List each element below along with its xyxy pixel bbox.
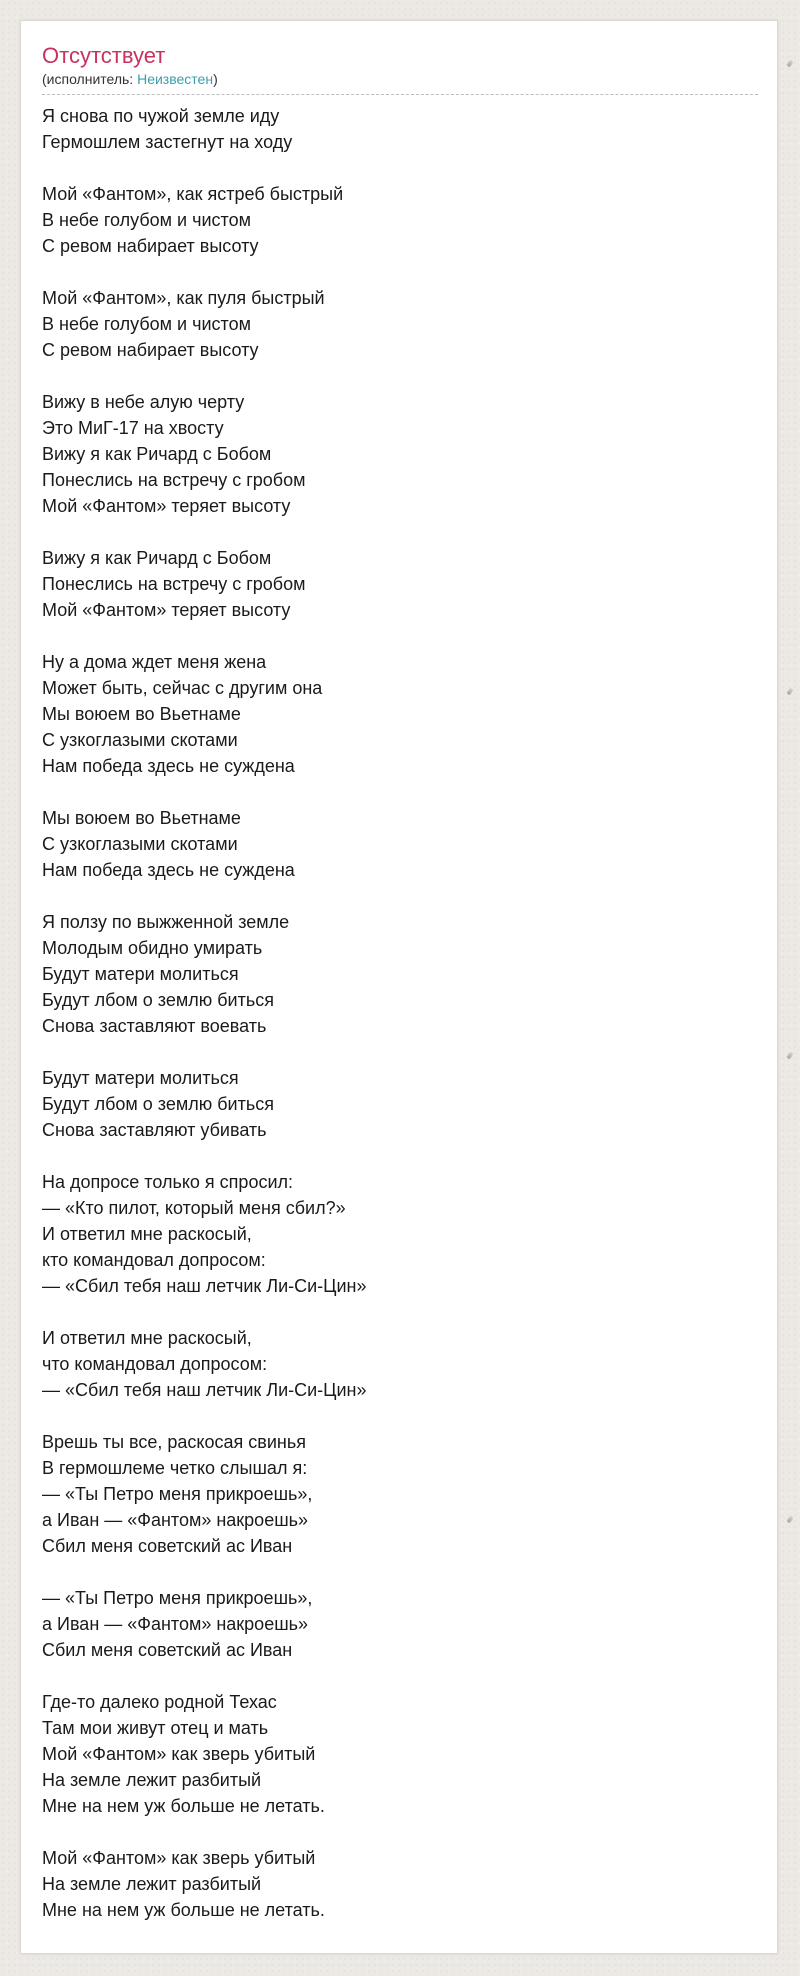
lyric-line: Мой «Фантом» как зверь убитый <box>42 1848 316 1868</box>
lyric-line: Вижу я как Ричард с Бобом <box>42 444 272 464</box>
lyric-line: Вижу в небе алую черту <box>42 392 245 412</box>
pushpin-icon <box>786 1051 793 1059</box>
lyric-line: Мне на нем уж больше не летать. <box>42 1796 325 1816</box>
lyric-line: Может быть, сейчас с другим она <box>42 678 323 698</box>
lyric-line: В гермошлеме четко слышал я: <box>42 1458 308 1478</box>
song-title: Отсутствует <box>42 43 166 68</box>
lyric-line: Врешь ты все, раскосая свинья <box>42 1432 306 1452</box>
lyric-line: С узкоглазыми скотами <box>42 834 238 854</box>
lyrics-stanza <box>42 389 758 519</box>
lyrics-stanza <box>42 649 758 779</box>
lyric-line: Мы воюем во Вьетнаме <box>42 704 241 724</box>
lyric-line: Это МиГ-17 на хвосту <box>42 418 224 438</box>
lyric-line: Мы воюем во Вьетнаме <box>42 808 241 828</box>
performer-link[interactable]: Неизвестен <box>137 71 214 87</box>
performer-line <box>42 70 758 88</box>
lyric-line: Снова заставляют убивать <box>42 1120 267 1140</box>
lyrics-body <box>42 103 758 1949</box>
lyric-line: а Иван — «Фантом» накроешь» <box>42 1510 309 1530</box>
song-header <box>42 43 758 95</box>
lyric-line: С ревом набирает высоту <box>42 236 259 256</box>
lyric-line: С узкоглазыми скотами <box>42 730 238 750</box>
lyrics-stanza <box>42 1169 758 1299</box>
lyric-line: Молодым обидно умирать <box>42 938 263 958</box>
lyric-line: — «Сбил тебя наш летчик Ли-Си-Цин» <box>42 1276 367 1296</box>
lyric-line: Сбил меня советский ас Иван <box>42 1536 293 1556</box>
pushpin-icon <box>786 687 793 695</box>
lyric-line: И ответил мне раскосый, <box>42 1224 252 1244</box>
lyric-line: — «Ты Петро меня прикроешь», <box>42 1484 313 1504</box>
pushpin-icon <box>786 59 793 67</box>
lyric-line: С ревом набирает высоту <box>42 340 259 360</box>
lyric-line: Гермошлем застегнут на ходу <box>42 132 293 152</box>
lyric-line: Мой «Фантом» как зверь убитый <box>42 1744 316 1764</box>
lyric-line: Понеслись на встречу с гробом <box>42 470 306 490</box>
lyric-line: — «Кто пилот, который меня сбил?» <box>42 1198 346 1218</box>
performer-suffix: ) <box>213 71 218 87</box>
lyrics-stanza <box>42 1585 758 1663</box>
lyric-line: Мой «Фантом», как ястреб быстрый <box>42 184 344 204</box>
lyric-line: На допросе только я спросил: <box>42 1172 294 1192</box>
lyric-line: Ну а дома ждет меня жена <box>42 652 267 672</box>
lyric-line: кто командовал допросом: <box>42 1250 266 1270</box>
lyrics-stanza <box>42 1429 758 1559</box>
lyric-line: Там мои живут отец и мать <box>42 1718 269 1738</box>
lyric-line: Я снова по чужой земле иду <box>42 106 280 126</box>
lyric-line: На земле лежит разбитый <box>42 1770 262 1790</box>
lyric-line: а Иван — «Фантом» накроешь» <box>42 1614 309 1634</box>
lyrics-stanza <box>42 1325 758 1403</box>
lyric-line: Сбил меня советский ас Иван <box>42 1640 293 1660</box>
lyrics-stanza <box>42 1845 758 1923</box>
lyric-line: Нам победа здесь не суждена <box>42 860 295 880</box>
lyric-line: Мне на нем уж больше не летать. <box>42 1900 325 1920</box>
lyrics-stanza <box>42 909 758 1039</box>
lyric-line: На земле лежит разбитый <box>42 1874 262 1894</box>
performer-prefix: (исполнитель: <box>42 71 138 87</box>
lyric-line: что командовал допросом: <box>42 1354 268 1374</box>
lyric-line: Я ползу по выжженной земле <box>42 912 290 932</box>
lyrics-stanza <box>42 805 758 883</box>
lyric-line: Будут матери молиться <box>42 964 239 984</box>
lyric-line: Понеслись на встречу с гробом <box>42 574 306 594</box>
pushpin-icon <box>786 1515 793 1523</box>
lyric-line: — «Ты Петро меня прикроешь», <box>42 1588 313 1608</box>
lyric-line: И ответил мне раскосый, <box>42 1328 252 1348</box>
lyric-line: В небе голубом и чистом <box>42 314 251 334</box>
lyric-line: Будут матери молиться <box>42 1068 239 1088</box>
lyrics-stanza <box>42 1065 758 1143</box>
lyric-line: Будут лбом о землю биться <box>42 1094 274 1114</box>
lyrics-stanza <box>42 103 758 155</box>
lyric-line: Мой «Фантом», как пуля быстрый <box>42 288 325 308</box>
lyric-line: — «Сбил тебя наш летчик Ли-Си-Цин» <box>42 1380 367 1400</box>
lyric-line: Мой «Фантом» теряет высоту <box>42 496 291 516</box>
lyric-line: Будут лбом о землю биться <box>42 990 274 1010</box>
lyric-line: Вижу я как Ричард с Бобом <box>42 548 272 568</box>
lyric-line: Где-то далеко родной Техас <box>42 1692 277 1712</box>
lyrics-stanza <box>42 1689 758 1819</box>
lyric-line: Снова заставляют воевать <box>42 1016 267 1036</box>
lyrics-stanza <box>42 285 758 363</box>
lyric-line: В небе голубом и чистом <box>42 210 251 230</box>
lyrics-card <box>20 20 778 1954</box>
lyric-line: Нам победа здесь не суждена <box>42 756 295 776</box>
lyrics-stanza <box>42 545 758 623</box>
lyric-line: Мой «Фантом» теряет высоту <box>42 600 291 620</box>
lyrics-stanza <box>42 181 758 259</box>
